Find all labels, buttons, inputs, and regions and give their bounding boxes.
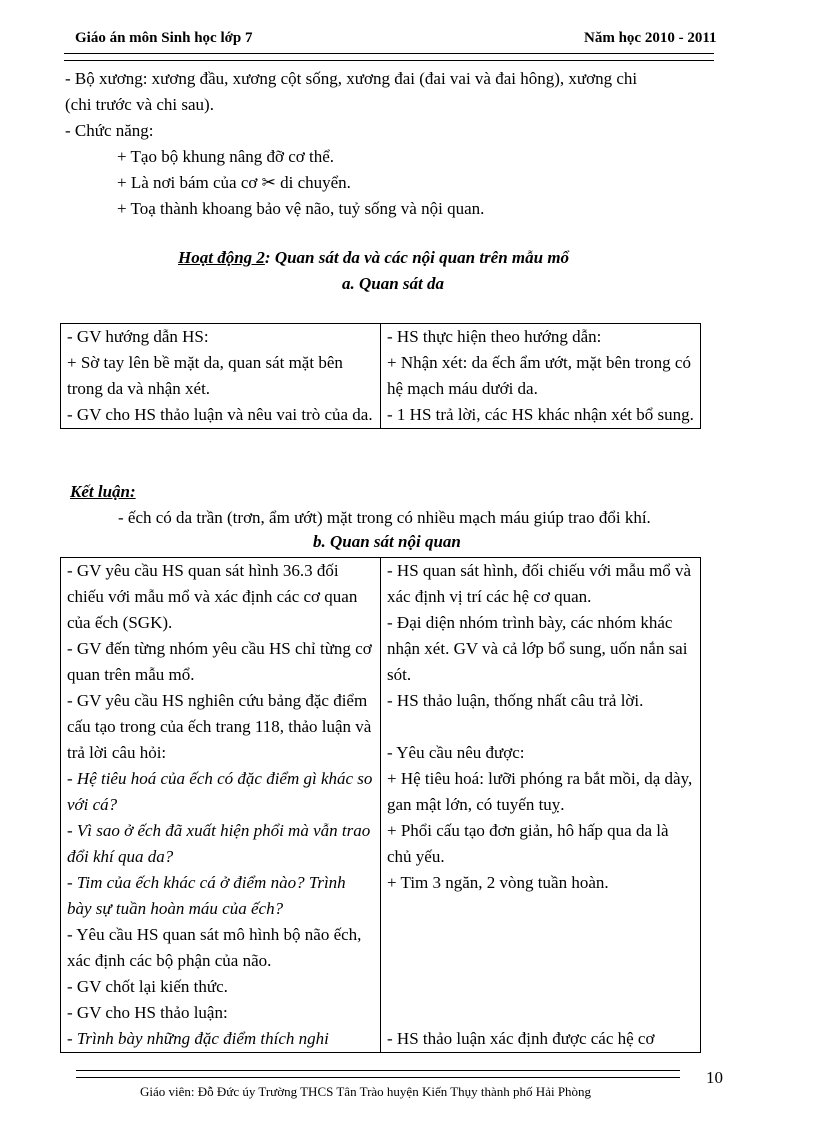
question-item: - Trình bày những đặc điểm thích nghi [67,1029,329,1048]
list-item: + Tim 3 ngăn, 2 vòng tuần hoàn. [387,873,609,892]
list-item: - HS thảo luận, thống nhất câu trả lời. [387,691,644,710]
list-item: - GV đến từng nhóm yêu cầu HS chỉ từng cơ quan trên mẫu mổ. [67,639,372,684]
conclusion-label: Kết luận: [70,482,136,501]
function-title: - Chức năng: [65,121,154,140]
question-item: - Vì sao ở ếch đã xuất hiện phổi mà vẫn trao đổi khí qua da? [67,821,371,866]
activity-2-label: Hoạt động 2 [178,248,265,267]
activity-2-heading [178,248,569,268]
skeleton-line-2: (chi trước và chi sau). [65,95,214,114]
teacher-activity-cell [61,324,381,429]
skin-observation-table [60,323,701,429]
list-item: - HS thực hiện theo hướng dẫn: [387,327,602,346]
function-item: + Tạo bộ khung nâng đỡ cơ thể. [117,147,335,166]
list-item: - Yêu cầu nêu được: [387,743,525,762]
table-row [61,558,701,1053]
list-item: + Nhận xét: da ếch ẩm ướt, mặt bên trong có hệ mạch máu dưới da. [387,353,691,398]
question-item: - Hệ tiêu hoá của ếch có đặc điểm gì khác so với cá? [67,769,373,814]
blank-line [387,714,694,740]
list-item: - GV cho HS thảo luận: [67,1003,228,1022]
list-item: - HS quan sát hình, đối chiếu với mẫu mổ và xác định vị trí các hệ cơ quan. [387,561,692,606]
header-right: Năm học 2010 - 2011 [584,30,717,46]
header-rule [64,53,714,61]
question-item: - Tim của ếch khác cá ở điểm nào? Trình bày sự tuần hoàn máu của ếch? [67,873,346,918]
list-item: - 1 HS trả lời, các HS khác nhận xét bổ sung. [387,405,694,424]
section-b-title: b. Quan sát nội quan [313,532,461,551]
function-item: + Toạ thành khoang bảo vệ não, tuỷ sống và nội quan. [117,199,485,218]
list-item: - GV cho HS thảo luận và nêu vai trò của da. [67,405,373,424]
table-row [61,324,701,429]
list-item: - HS thảo luận xác định được các hệ cơ [387,1029,655,1048]
list-item: + Phổi cấu tạo đơn giản, hô hấp qua da là chủ yếu. [387,821,669,866]
footer-text: Giáo viên: Đỗ Đức úy Trường THCS Tân Trào huyện Kiến Thụy thành phố Hải Phòng [140,1084,592,1099]
list-item: + Hệ tiêu hoá: lưỡi phóng ra bắt mồi, dạ dày, gan mật lớn, có tuyến tuỵ. [387,769,693,814]
organ-observation-table [60,557,701,1053]
header-left: Giáo án môn Sinh học lớp 7 [75,30,253,46]
list-item: - GV hướng dẫn HS: [67,327,209,346]
list-item: - Đại diện nhóm trình bày, các nhóm khác nhận xét. GV và cả lớp bổ sung, uốn nắn sai sót. [387,613,688,684]
conclusion-text: - ếch có da trần (trơn, ẩm ướt) mặt trong có nhiều mạch máu giúp trao đổi khí. [118,508,651,527]
list-item: - GV chốt lại kiến thức. [67,977,228,996]
skeleton-line-1: - Bộ xương: xương đầu, xương cột sống, xương đai (đai vai và đai hông), xương chi [65,69,638,88]
footer-rule [76,1070,680,1078]
list-item: + Sờ tay lên bề mặt da, quan sát mặt bên trong da và nhận xét. [67,353,343,398]
function-item: + Là nơi bám của cơ ✂ di chuyển. [117,173,351,192]
student-activity-cell [381,558,701,1053]
page-number: 10 [706,1068,723,1087]
student-activity-cell [381,324,701,429]
teacher-activity-cell [61,558,381,1053]
list-item: - GV yêu cầu HS nghiên cứu bảng đặc điểm cấu tạo trong của ếch trang 118, thảo luận và trả lời câu hỏi: [67,691,372,762]
section-a-title: a. Quan sát da [342,274,445,293]
activity-2-title: : Quan sát da và các nội quan trên mẫu mổ [264,248,570,267]
list-item: - Yêu cầu HS quan sát mô hình bộ não ếch, xác định các bộ phận của não. [67,925,362,970]
list-item: - GV yêu cầu HS quan sát hình 36.3 đối chiếu với mẫu mổ và xác định các cơ quan của ếch (SGK). [67,561,358,632]
